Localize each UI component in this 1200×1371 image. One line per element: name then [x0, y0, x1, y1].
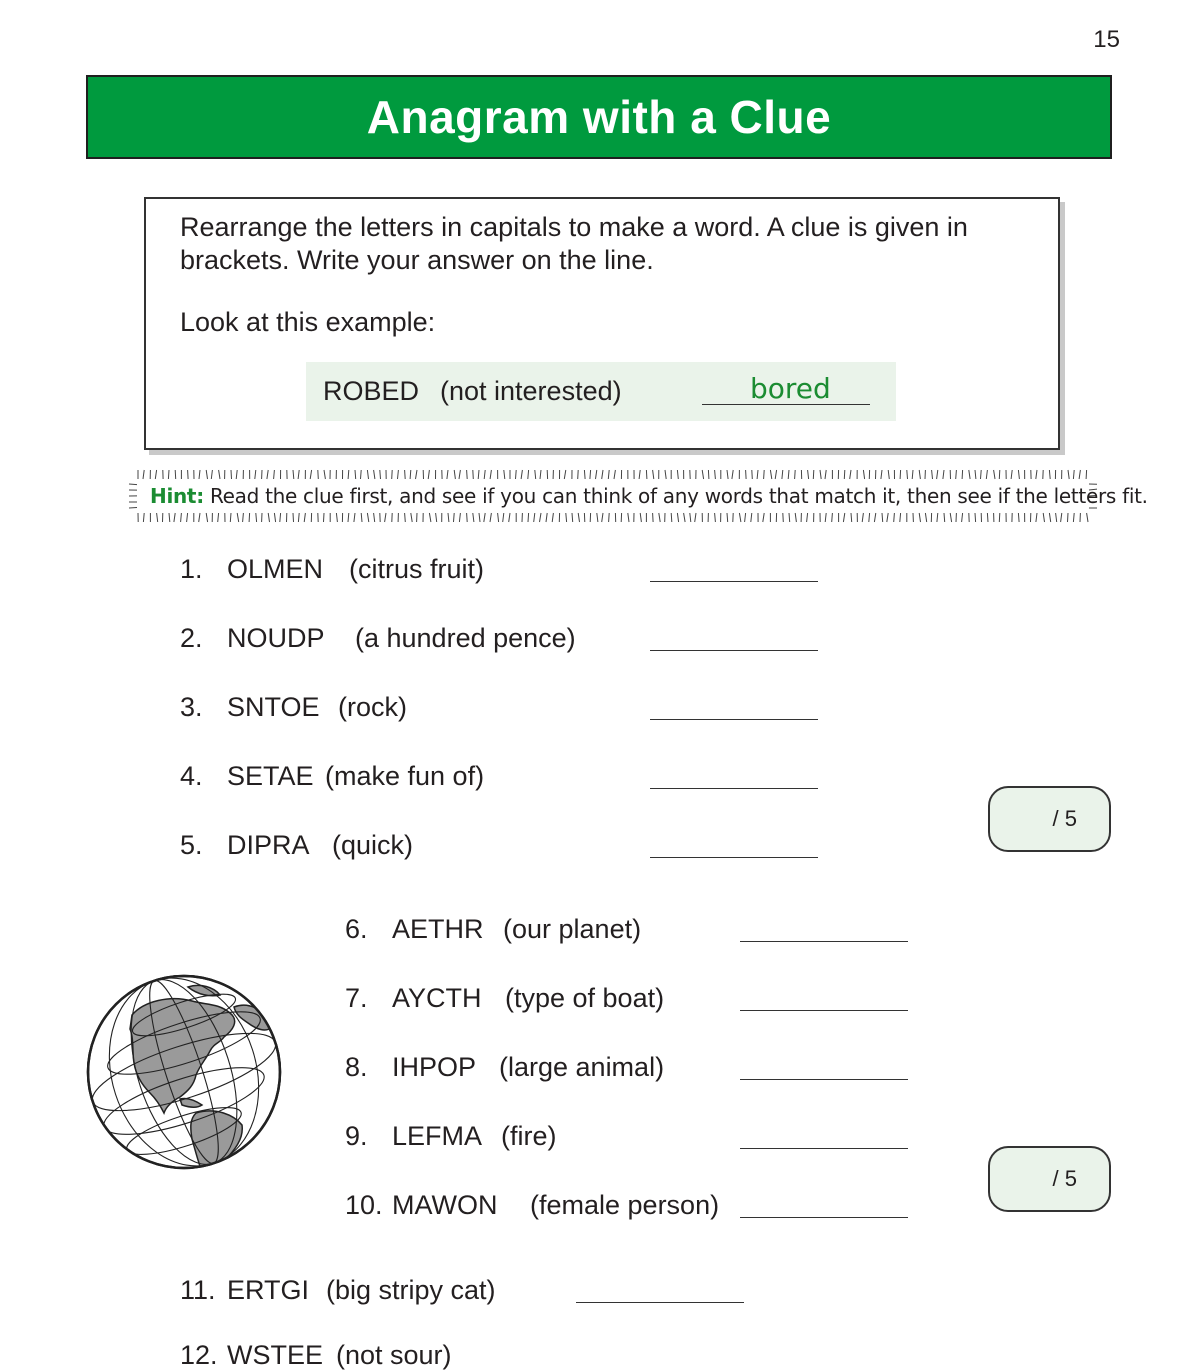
question-9	[345, 1121, 557, 1152]
question-number: 10.	[345, 1190, 383, 1220]
example-panel	[306, 362, 896, 421]
question-clue: (fire)	[501, 1121, 557, 1151]
question-clue: (female person)	[530, 1190, 720, 1220]
hint-body: Read the clue first, and see if you can think of any words that match it, then see if the letters fit.	[209, 484, 1148, 508]
question-7	[345, 983, 664, 1014]
example-answer: bored	[750, 372, 831, 405]
answer-line-2[interactable]	[650, 650, 818, 651]
question-11	[180, 1275, 496, 1306]
answer-line-7[interactable]	[740, 1010, 908, 1011]
question-clue: (make fun of)	[325, 761, 485, 791]
question-word: NOUDP	[227, 623, 325, 653]
question-clue: (type of boat)	[505, 983, 665, 1013]
question-number: 7.	[345, 983, 368, 1013]
page-title: Anagram with a Clue	[366, 91, 832, 143]
question-number: 5.	[180, 830, 203, 860]
hint-text	[150, 484, 1148, 508]
question-6	[345, 914, 641, 945]
question-word: DIPRA	[227, 830, 310, 860]
question-4	[180, 761, 484, 792]
answer-line-4[interactable]	[650, 788, 818, 789]
question-3	[180, 692, 407, 723]
question-10	[345, 1190, 719, 1221]
question-word: IHPOP	[392, 1052, 477, 1082]
answer-line-10[interactable]	[740, 1217, 908, 1218]
question-clue: (not sour)	[336, 1340, 452, 1370]
question-number: 1.	[180, 554, 203, 584]
title-banner	[86, 75, 1112, 159]
example-prompt: Look at this example:	[180, 307, 436, 337]
question-word: AETHR	[392, 914, 484, 944]
question-clue: (a hundred pence)	[355, 623, 576, 653]
globe-icon	[84, 973, 284, 1171]
question-clue: (our planet)	[503, 914, 642, 944]
score-box-2	[988, 1146, 1111, 1212]
answer-line-9[interactable]	[740, 1148, 908, 1149]
answer-line-6[interactable]	[740, 941, 908, 942]
question-2	[180, 623, 576, 654]
question-word: SETAE	[227, 761, 314, 791]
question-number: 9.	[345, 1121, 368, 1151]
answer-line-1[interactable]	[650, 581, 818, 582]
example-word: ROBED	[323, 376, 420, 406]
question-number: 4.	[180, 761, 203, 791]
question-number: 2.	[180, 623, 203, 653]
instructions-box	[144, 197, 1060, 450]
score-box-1	[988, 786, 1111, 852]
answer-line-5[interactable]	[650, 857, 818, 858]
question-word: ERTGI	[227, 1275, 310, 1305]
question-word: OLMEN	[227, 554, 324, 584]
question-12	[180, 1340, 452, 1371]
question-1	[180, 554, 484, 585]
question-number: 12.	[180, 1340, 218, 1370]
example-clue: (not interested)	[440, 376, 622, 406]
question-number: 6.	[345, 914, 368, 944]
question-8	[345, 1052, 664, 1083]
example-answer-line	[702, 404, 870, 405]
question-word: AYCTH	[392, 983, 482, 1013]
answer-line-8[interactable]	[740, 1079, 908, 1080]
question-number: 8.	[345, 1052, 368, 1082]
answer-line-3[interactable]	[650, 719, 818, 720]
hint-label: Hint:	[150, 484, 204, 508]
question-word: WSTEE	[227, 1340, 324, 1370]
question-clue: (quick)	[332, 830, 414, 860]
score-text: / 5	[1052, 806, 1077, 831]
question-number: 3.	[180, 692, 203, 722]
page-number: 15	[1093, 26, 1120, 53]
question-number: 11.	[180, 1275, 216, 1305]
answer-line-11[interactable]	[576, 1302, 744, 1303]
question-word: LEFMA	[392, 1121, 483, 1151]
instructions-text: Rearrange the letters in capitals to make a word. A clue is given in brackets. Write your answer on the line.	[180, 212, 968, 275]
question-clue: (big stripy cat)	[326, 1275, 496, 1305]
question-clue: (rock)	[338, 692, 407, 722]
hint-strip	[128, 468, 1148, 524]
question-clue: (large animal)	[499, 1052, 665, 1082]
score-text: / 5	[1052, 1166, 1077, 1191]
question-word: MAWON	[392, 1190, 498, 1220]
question-clue: (citrus fruit)	[349, 554, 484, 584]
question-word: SNTOE	[227, 692, 320, 722]
question-5	[180, 830, 413, 861]
